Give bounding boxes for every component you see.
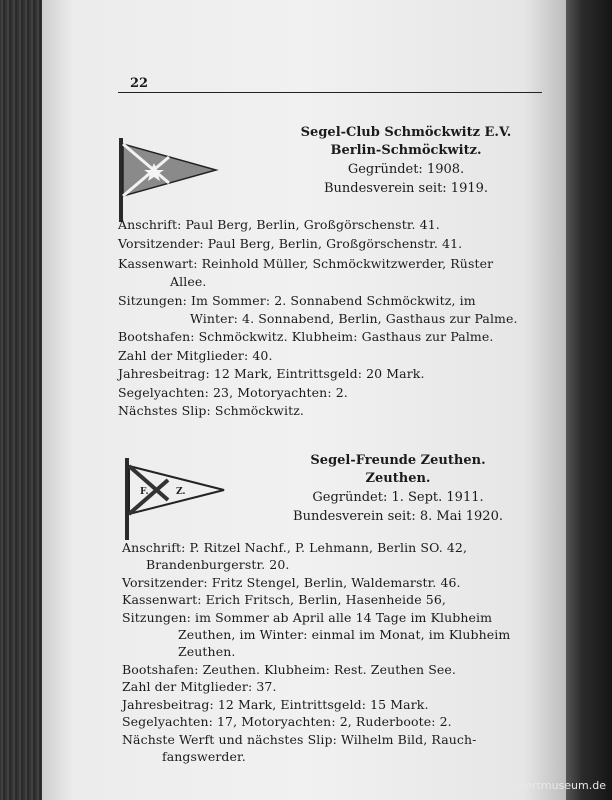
book-spine-edge (0, 0, 42, 800)
burgee-flag-icon-club1 (114, 136, 222, 224)
flag-letter-f: F. (140, 487, 149, 497)
club1-line: Zahl der Mitglieder: 40. (118, 348, 273, 363)
club1-line: Kassenwart: Reinhold Müller, Schmöckwitzwerder, Rüster (118, 256, 494, 271)
club1-founded: Gegründet: 1908. (347, 162, 465, 177)
club2-line: Sitzungen: im Sommer ab April alle 14 Tage im Klubheim (122, 610, 493, 625)
club2-line: Nächste Werft und nächstes Slip: Wilhelm Bild, Rauch- (122, 732, 477, 747)
flag-letter-z: Z. (176, 487, 186, 497)
club1-federation: Bundesverein seit: 1919. (323, 181, 489, 196)
club2-line: fangswerder. (162, 749, 246, 764)
burgee-flag-icon-club2 (120, 456, 230, 542)
club2-line: Zeuthen. (178, 644, 236, 659)
club2-line: Segelyachten: 17, Motoryachten: 2, Ruderboote: 2. (122, 714, 452, 729)
club1-line: Nächstes Slip: Schmöckwitz. (118, 403, 304, 418)
club2-line: Vorsitzender: Fritz Stengel, Berlin, Waldemarstr. 46. (122, 575, 461, 590)
club2-line: Brandenburgerstr. 20. (146, 557, 290, 572)
club2-name: Segel-Freunde Zeuthen. (310, 453, 486, 468)
page-number: 22 (130, 76, 149, 91)
club1-header (256, 124, 556, 198)
book-page (42, 0, 566, 800)
club1-name: Segel-Club Schmöckwitz E.V. (300, 125, 512, 140)
club2-line: Zahl der Mitglieder: 37. (122, 679, 277, 694)
club2-header (248, 452, 548, 526)
club2-location: Zeuthen. (365, 471, 431, 486)
book-page-edge-right (566, 0, 612, 800)
watermark: © yachtsportmuseum.de (467, 779, 606, 792)
club2-line: Kassenwart: Erich Fritsch, Berlin, Hasenheide 56, (122, 592, 446, 607)
club2-line: Zeuthen, im Winter: einmal im Monat, im Klubheim (178, 627, 511, 642)
club1-line: Segelyachten: 23, Motoryachten: 2. (118, 385, 348, 400)
club1-line: Winter: 4. Sonnabend, Berlin, Gasthaus zur Palme. (190, 311, 518, 326)
club1-line: Anschrift: Paul Berg, Berlin, Großgörschenstr. 41. (118, 217, 440, 232)
club1-line: Bootshafen: Schmöckwitz. Klubheim: Gasthaus zur Palme. (118, 329, 494, 344)
club1-line: Vorsitzender: Paul Berg, Berlin, Großgörschenstr. 41. (118, 236, 463, 251)
club1-line: Jahresbeitrag: 12 Mark, Eintrittsgeld: 20 Mark. (118, 366, 425, 381)
club2-line: Anschrift: P. Ritzel Nachf., P. Lehmann, Berlin SO. 42, (122, 540, 468, 555)
club1-line: Sitzungen: Im Sommer: 2. Sonnabend Schmöckwitz, im (118, 293, 476, 308)
club1-location: Berlin-Schmöckwitz. (330, 143, 482, 158)
club2-founded: Gegründet: 1. Sept. 1911. (312, 490, 484, 505)
club1-line: Allee. (170, 274, 207, 289)
club2-line: Jahresbeitrag: 12 Mark, Eintrittsgeld: 15 Mark. (122, 697, 429, 712)
club2-line: Bootshafen: Zeuthen. Klubheim: Rest. Zeuthen See. (122, 662, 456, 677)
club2-federation: Bundesverein seit: 8. Mai 1920. (293, 509, 503, 524)
header-rule (118, 92, 542, 93)
